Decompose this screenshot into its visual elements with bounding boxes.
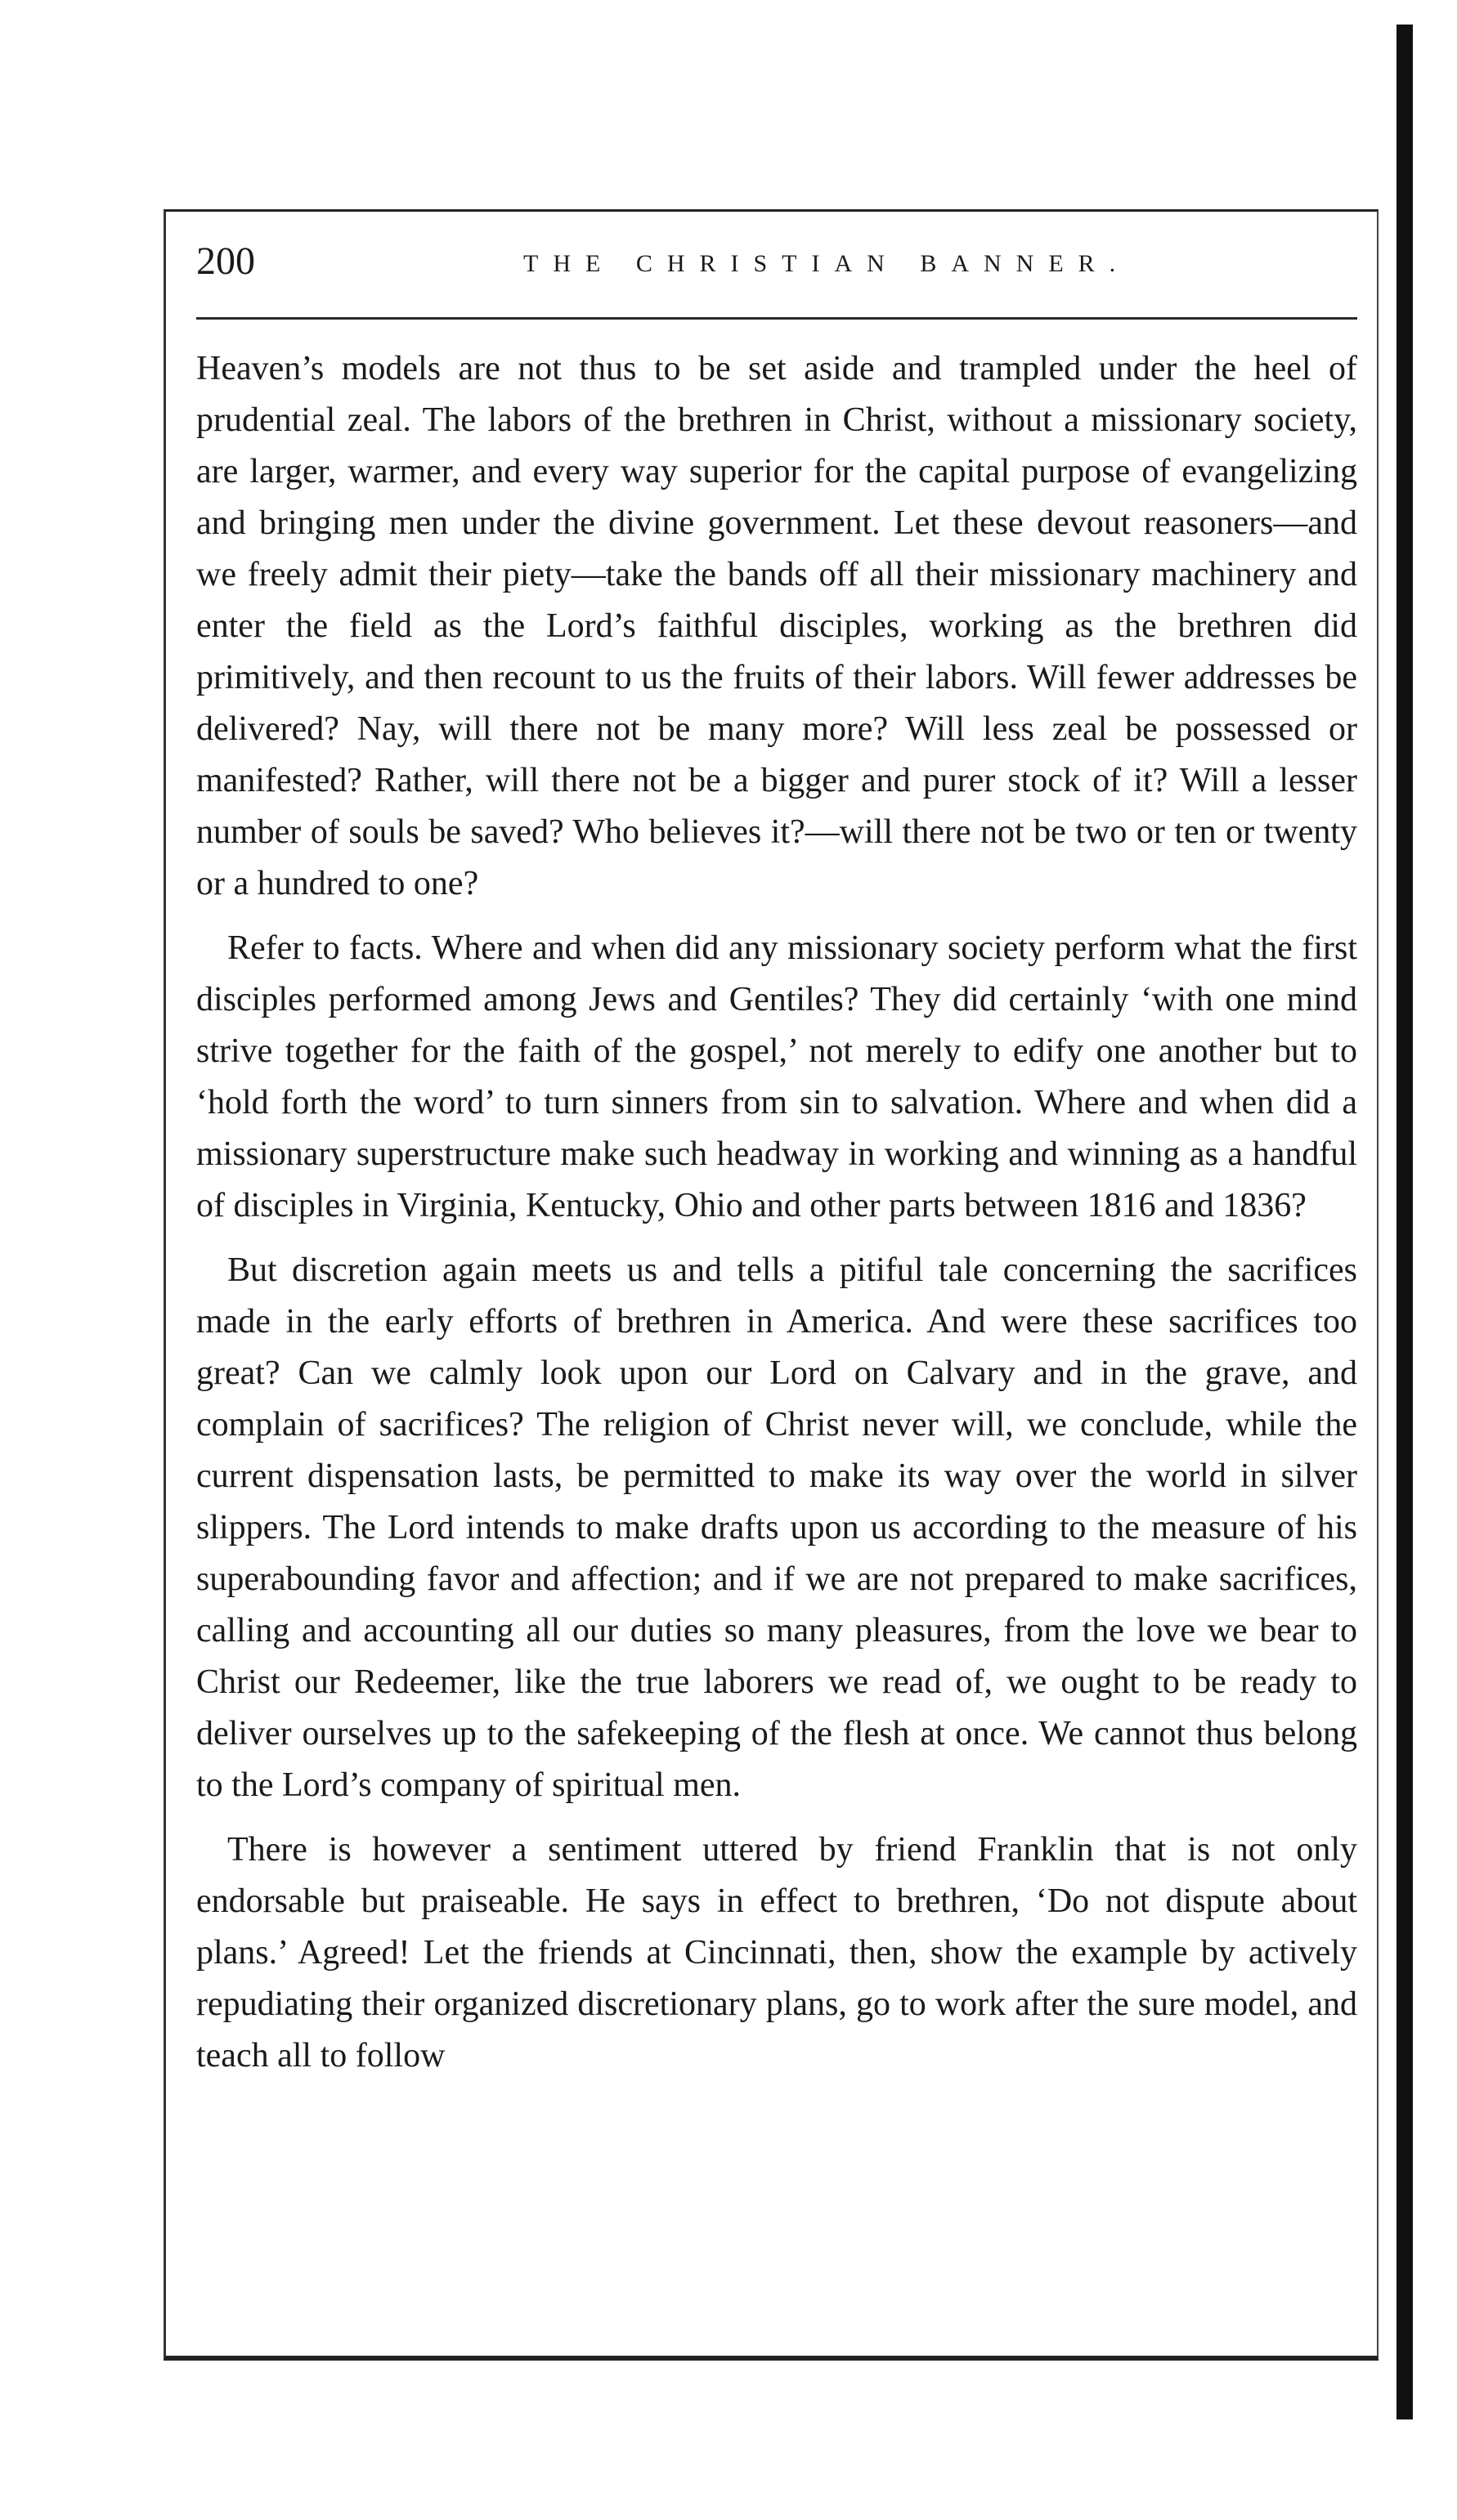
- header-rule: [196, 317, 1357, 320]
- binding-edge: [1396, 25, 1413, 2419]
- paragraph: Refer to facts. Where and when did any missionary society perform what the first disciples performed among Jews and Gentiles? They did certainly ‘with one mind strive together for the faith of the gospel,’ not merely to edify one another but to ‘hold forth the word’ to turn sinners from sin to salvation. Where and when did a missionary superstructure make such headway in working and winning as a handful of disciples in Virginia, Kentucky, Ohio and other parts between 1816 and 1836?: [196, 929, 1357, 1224]
- paragraph: But discretion again meets us and tells a pitiful tale concerning the sacrifices made in the early efforts of brethren in America. And were these sacrifices too great? Can we calmly look upon our Lord on Calvary and in the grave, and complain of sacrifices? The religion of Christ never will, we conclude, while the current dispensation lasts, be permitted to make its way over the world in silver slippers. The Lord intends to make drafts upon us according to the measure of his superabounding favor and affection; and if we are not prepared to make sacrifices, calling and accounting all our duties so many pleasures, from the love we bear to Christ our Redeemer, like the true laborers we read of, we ought to be ready to deliver ourselves up to the safekeeping of the flesh at once. We cannot thus belong to the Lord’s company of spiritual men.: [196, 1251, 1357, 1804]
- page-number: 200: [196, 239, 255, 283]
- page-header: [196, 237, 1357, 311]
- paragraph: Heaven’s models are not thus to be set aside and trampled under the heel of prudential zeal. The labors of the brethren in Christ, without a missionary society, are larger, warmer, and every way superior for the capital purpose of evangelizing and bringing men under the divine government. Let these devout reasoners—and we freely admit their piety—take the bands off all their missionary machinery and enter the field as the Lord’s faithful disciples, working as the brethren did primitively, and then recount to us the fruits of their labors. Will fewer addresses be delivered? Nay, will there not be many more? Will less zeal be possessed or manifested? Rather, will there not be a bigger and purer stock of it? Will a lesser number of souls be saved? Who believes it?—will there not be two or ten or twenty or a hundred to one?: [196, 350, 1357, 902]
- article-body: [196, 343, 1357, 2095]
- paragraph: There is however a sentiment uttered by friend Franklin that is not only endorsable but praiseable. He says in effect to brethren, ‘Do not dispute about plans.’ Agreed! Let the friends at Cincinnati, then, show the example by actively repudiating their organized discretionary plans, go to work after the sure model, and teach all to follow: [196, 1831, 1357, 2075]
- running-head: THE CHRISTIAN BANNER.: [523, 250, 1131, 277]
